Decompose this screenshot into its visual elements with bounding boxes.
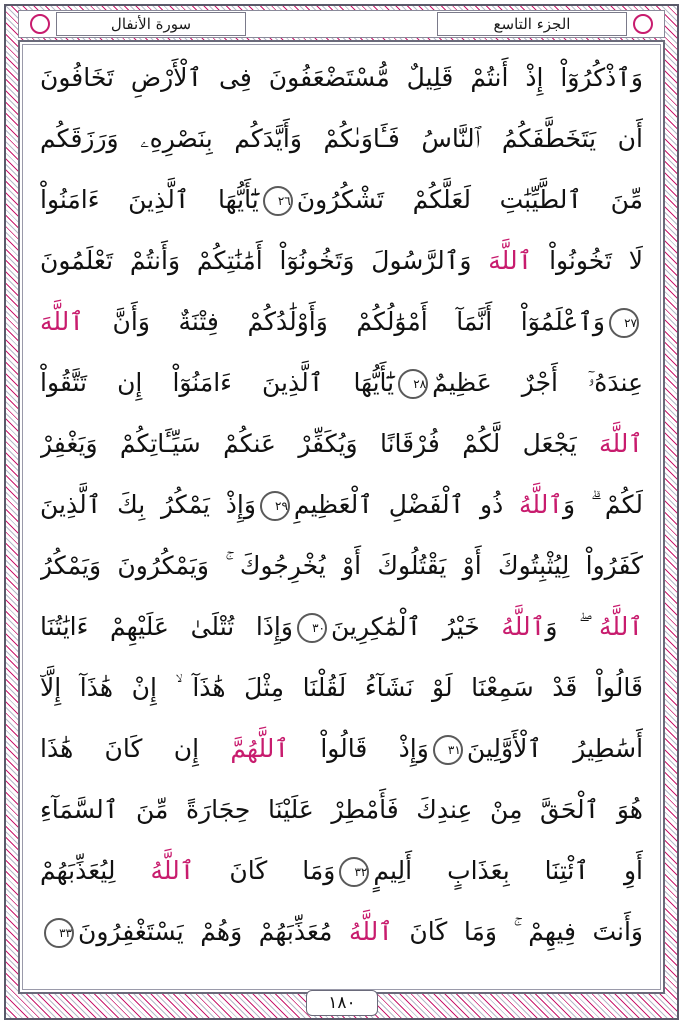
divine-name: ٱللَّهُ bbox=[501, 612, 546, 641]
divine-name: ٱللَّهُ bbox=[599, 612, 643, 641]
divine-name: ٱللَّهُ bbox=[348, 917, 393, 946]
text-line bbox=[40, 662, 643, 714]
ayah-marker: ٢٦ bbox=[263, 186, 293, 216]
text-line bbox=[40, 784, 643, 836]
verse-text: وَإِذْ قَالُواْ bbox=[289, 734, 429, 763]
verse-text: وَمَا كَانَ bbox=[194, 856, 336, 885]
text-line bbox=[40, 174, 643, 226]
divine-name: ٱللَّهُ bbox=[519, 490, 563, 519]
verse-text: أَسَٰطِيرُ ٱلْأَوَّلِينَ bbox=[466, 734, 643, 763]
verse-text: ۖ وَ bbox=[545, 612, 600, 641]
verse-text: قَالُواْ قَدْ سَمِعْنَا لَوْ نَشَآءُ لَقُلْنَا مِثْلَ هَٰذَآ ۙ إِنْ هَٰذَآ إِلَّآ bbox=[40, 673, 643, 702]
juz-name: الجزء التاسع bbox=[493, 15, 571, 33]
verse-text: أَن يَتَخَطَّفَكُمُ ٱلنَّاسُ فَـَٔاوَىٰكُمْ وَأَيَّدَكُم بِنَصْرِهِۦ وَرَزَقَكُم bbox=[40, 124, 643, 153]
verse-text: وَٱعْلَمُوٓاْ أَنَّمَآ أَمْوَٰلُكُمْ وَأَوْلَٰدُكُمْ فِتْنَةٌ وَأَنَّ bbox=[83, 307, 605, 336]
verse-text: خَيْرُ ٱلْمَٰكِرِينَ bbox=[330, 612, 502, 641]
verse-text: أَوِ ٱئْتِنَا بِعَذَابٍ أَلِيمٍ bbox=[373, 856, 643, 885]
verse-text: هُوَ ٱلْحَقَّ مِنْ عِندِكَ فَأَمْطِرْ عَلَيْنَا حِجَارَةً مِّنَ ٱلسَّمَآءِ bbox=[40, 795, 643, 824]
verse-text: ذُو ٱلْفَضْلِ ٱلْعَظِيمِ bbox=[293, 490, 520, 519]
juz-name-box bbox=[437, 12, 627, 36]
verse-text: لَا تَخُونُواْ bbox=[532, 246, 643, 275]
verse-text: كَفَرُواْ لِيُثْبِتُوكَ أَوْ يَقْتُلُوكَ أَوْ يُخْرِجُوكَ ۚ وَيَمْكُرُونَ وَيَمْكُرُ bbox=[40, 551, 643, 580]
ayah-marker: ٣٣ bbox=[44, 918, 74, 948]
text-line bbox=[40, 113, 643, 165]
verse-text: عِندَهُۥٓ أَجْرٌ عَظِيمٌ bbox=[432, 368, 643, 397]
verse-text: يَجْعَل لَّكُمْ فُرْقَانًا وَيُكَفِّرْ عَنكُمْ سَيِّـَٔاتِكُمْ وَيَغْفِرْ bbox=[40, 429, 600, 458]
text-line bbox=[40, 723, 643, 775]
text-line bbox=[40, 296, 643, 348]
header-ornament-left bbox=[30, 14, 50, 34]
verse-text: وَإِذَا تُتْلَىٰ عَلَيْهِمْ ءَايَٰتُنَا bbox=[40, 612, 293, 641]
verse-text: يَٰٓأَيُّهَا ٱلَّذِينَ ءَامَنُواْ bbox=[40, 185, 259, 214]
ayah-marker: ٢٧ bbox=[609, 308, 639, 338]
verse-text: إِن كَانَ هَٰذَا bbox=[40, 734, 231, 763]
header-ornament-right bbox=[633, 14, 653, 34]
text-line bbox=[40, 601, 643, 653]
page-number-box bbox=[306, 990, 378, 1016]
text-line bbox=[40, 479, 643, 531]
ayah-marker: ٣٢ bbox=[339, 857, 369, 887]
verse-text: وَٱذْكُرُوٓاْ إِذْ أَنتُمْ قَلِيلٌ مُّسْتَضْعَفُونَ فِى ٱلْأَرْضِ تَخَافُونَ bbox=[40, 63, 643, 92]
quran-text bbox=[40, 52, 643, 972]
text-line bbox=[40, 52, 643, 104]
divine-name: ٱللَّهُ bbox=[150, 856, 195, 885]
text-line bbox=[40, 235, 643, 287]
verse-text: وَإِذْ يَمْكُرُ بِكَ ٱلَّذِينَ bbox=[40, 490, 256, 519]
page-number: ١٨٠ bbox=[328, 993, 356, 1013]
text-line bbox=[40, 418, 643, 470]
surah-name-box bbox=[56, 12, 246, 36]
verse-text: مِّنَ ٱلطَّيِّبَٰتِ لَعَلَّكُمْ تَشْكُرُونَ bbox=[296, 185, 643, 214]
verse-text: مُعَذِّبَهُمْ وَهُمْ يَسْتَغْفِرُونَ bbox=[78, 917, 349, 946]
surah-name: سورة الأنفال bbox=[110, 15, 192, 33]
ayah-marker: ٢٩ bbox=[260, 491, 290, 521]
verse-text: وَٱلرَّسُولَ وَتَخُونُوٓاْ أَمَٰنَٰتِكُمْ وَأَنتُمْ تَعْلَمُونَ bbox=[40, 246, 489, 275]
verse-text: وَأَنتَ فِيهِمْ ۚ وَمَا كَانَ bbox=[392, 917, 643, 946]
ayah-marker: ٣٠ bbox=[297, 613, 327, 643]
verse-text: لِيُعَذِّبَهُمْ bbox=[40, 856, 151, 885]
verse-text: لَكُمْ ۗ وَ bbox=[562, 490, 643, 519]
ayah-marker: ٣١ bbox=[433, 735, 463, 765]
divine-name: ٱللَّهَ bbox=[599, 429, 643, 458]
divine-name: ٱللَّهُمَّ bbox=[230, 734, 290, 763]
text-line bbox=[40, 845, 643, 897]
verse-text: يَٰٓأَيُّهَا ٱلَّذِينَ ءَامَنُوٓاْ إِن تَتَّقُواْ bbox=[40, 368, 395, 397]
text-line bbox=[40, 906, 643, 958]
divine-name: ٱللَّهَ bbox=[40, 307, 84, 336]
text-line bbox=[40, 357, 643, 409]
ayah-marker: ٢٨ bbox=[398, 369, 428, 399]
text-line bbox=[40, 540, 643, 592]
divine-name: ٱللَّهَ bbox=[488, 246, 533, 275]
